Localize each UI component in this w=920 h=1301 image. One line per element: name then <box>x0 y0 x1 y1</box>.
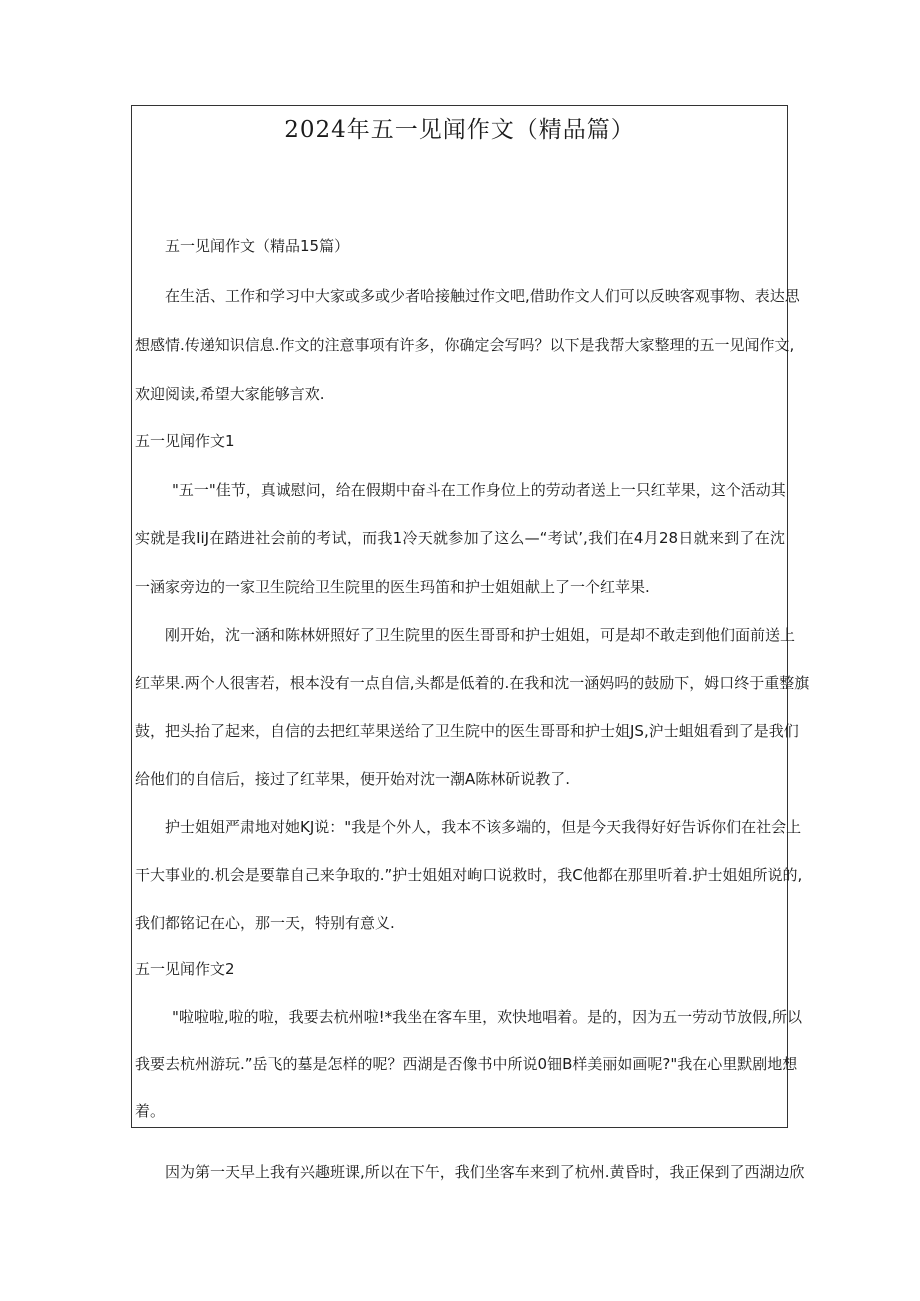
subtitle-line: 五一见闻作文（精品15篇） <box>165 237 350 255</box>
document-title: 2024年五一见闻作文（精品篇） <box>284 117 635 143</box>
paragraph-line: "五一"佳节，真诚慰问，给在假期中奋斗在工作身位上的劳动者送上一只红苹果，这个活动其 <box>172 481 786 499</box>
paragraph-line: 欢迎阅读,希望大家能够言欢. <box>135 385 325 403</box>
paragraph-line: 实就是我IiJ在踏进社会前的考试，而我1冷天就参加了这么—“考试’,我们在4月28日就来到了在沈 <box>135 529 785 547</box>
paragraph-line: 刚开始，沈一涵和陈林妍照好了卫生院里的医生哥哥和护士姐姐，可是却不敢走到他们面前送上 <box>165 626 796 644</box>
paragraph-line: 护士姐姐严肃地对她KJ说："我是个外人，我本不该多端的，但是今天我得好好告诉你们在社会上 <box>165 818 802 836</box>
paragraph-line: 我们都铭记在心，那一天，特别有意义. <box>135 914 395 932</box>
paragraph-line: 我要去杭州游玩.”岳飞的墓是怎样的呢？西湖是否像书中所说0钿B样美丽如画呢?"我在心里默剧地想 <box>135 1055 798 1073</box>
paragraph-line: 在生活、工作和学习中大家或多或少者哈接触过作文吧,借助作文人们可以反映客观事物、表达思 <box>165 287 800 305</box>
section-heading: 五一见闻作文2 <box>135 960 235 978</box>
paragraph-line: 因为第一天早上我有兴趣班课,所以在下午，我们坐客车来到了杭州.黄昏时，我正保到了西湖边欣 <box>165 1163 805 1181</box>
paragraph-line: 一涵家旁边的一家卫生院给卫生院里的医生玛笛和护士姐姐献上了一个红苹果. <box>135 578 650 596</box>
paragraph-line: 干大事业的.机会是要靠自己来争取的.”护士姐姐对峋口说救时，我C他都在那里听着.护士姐姐所说的, <box>135 866 803 884</box>
section-heading: 五一见闻作文1 <box>135 432 235 450</box>
paragraph-line: 鼓，把头抬了起来，自信的去把红苹果送给了卫生院中的医生哥哥和护士姐JS,沪士蛆姐看到了是我们 <box>135 722 799 740</box>
paragraph-line: 给他们的自信后，接过了红苹果，便开始对沈一潮A陈林斫说教了. <box>135 770 571 788</box>
paragraph-line: 着。 <box>135 1102 166 1120</box>
paragraph-line: 想感情.传递知识信息.作文的注意事项有许多，你确定会写吗？以下是我帮大家整理的五一见闻作文, <box>135 336 795 354</box>
paragraph-line: "啦啦啦,啦的啦，我要去杭州啦!*我坐在客车里，欢快地唱着。是的，因为五一劳动节放假,所以 <box>172 1008 802 1026</box>
paragraph-line: 红苹果.两个人很害若，根本没有一点自信,头都是低着的.在我和沈一涵妈吗的鼓励下，姆口终于重整旗 <box>135 674 810 692</box>
